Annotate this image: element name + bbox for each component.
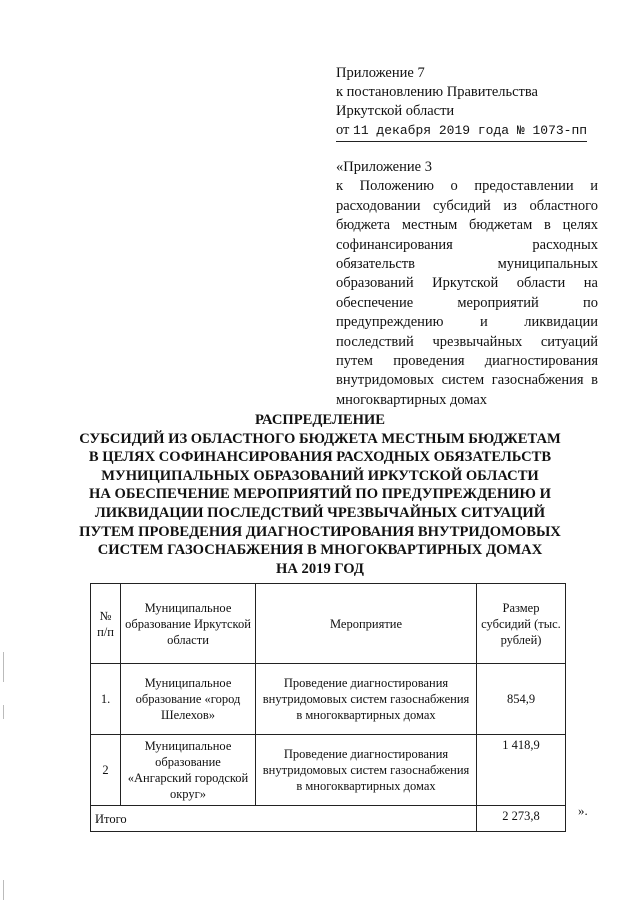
scan-margin-mark xyxy=(3,880,4,900)
resolution-date: 11 декабря 2019 года № 1073-пп xyxy=(353,123,588,138)
title-line: СИСТЕМ ГАЗОСНАБЖЕНИЯ В МНОГОКВАРТИРНЫХ ДОМАХ xyxy=(97,542,543,559)
table-row xyxy=(91,664,566,735)
subsidy-distribution-table xyxy=(90,583,566,832)
document-title xyxy=(40,411,600,578)
scan-margin-mark xyxy=(3,705,4,719)
total-value: 2 273,8 xyxy=(477,806,566,832)
appendix-3-text: к Положению о предоставлении и расходовании субсидий из областного бюджета местным бюджетам в целях софинансирования расходных обязательств муниципальных образований Иркутской области на обеспечение мероприятий по предупреждению и ликвидации последствий чрезвычайных ситуаций путем проведения диагностирования внутридомовых систем газоснабжения в многоквартирных домах xyxy=(336,178,598,408)
resolution-reference: к постановлению Правительства xyxy=(336,84,538,100)
title-line: ЛИКВИДАЦИИ ПОСЛЕДСТВИЙ ЧРЕЗВЫЧАЙНЫХ СИТУАЦИЙ xyxy=(94,504,546,521)
appendix-3-label: «Приложение 3 xyxy=(336,159,432,175)
row-num: 1. xyxy=(91,664,121,735)
title-line: МУНИЦИПАЛЬНЫХ ОБРАЗОВАНИЙ ИРКУТСКОЙ ОБЛАСТИ xyxy=(101,467,539,484)
row-activity: Проведение диагностирования внутридомовых систем газоснабжения в многоквартирных домах xyxy=(256,735,477,806)
resolution-date-line xyxy=(336,121,606,142)
title-line: НА 2019 ГОД xyxy=(276,560,364,577)
row-num: 2 xyxy=(91,735,121,806)
closing-quote-mark: ». xyxy=(578,803,588,818)
row-municipality: Муниципальное образование «Ангарский городской округ» xyxy=(121,735,256,806)
row-amount: 1 418,9 xyxy=(477,735,566,806)
table-total-row xyxy=(91,806,566,832)
appendix-3-header xyxy=(336,158,598,410)
title-line: РАСПРЕДЕЛЕНИЕ xyxy=(254,412,386,428)
appendix-7-header xyxy=(336,64,606,142)
header-num: № п/п xyxy=(91,584,121,664)
scan-margin-mark xyxy=(3,652,4,682)
header-activity: Мероприятие xyxy=(256,584,477,664)
title-line: ПУТЕМ ПРОВЕДЕНИЯ ДИАГНОСТИРОВАНИЯ ВНУТРИДОМОВЫХ xyxy=(79,523,561,540)
table-header-row xyxy=(91,584,566,664)
appendix-7-label: Приложение 7 xyxy=(336,65,425,81)
row-amount: 854,9 xyxy=(477,664,566,735)
row-activity: Проведение диагностирования внутридомовых систем газоснабжения в многоквартирных домах xyxy=(256,664,477,735)
title-line: НА ОБЕСПЕЧЕНИЕ МЕРОПРИЯТИЙ ПО ПРЕДУПРЕЖДЕНИЮ И xyxy=(89,486,551,503)
title-line: В ЦЕЛЯХ СОФИНАНСИРОВАНИЯ РАСХОДНЫХ ОБЯЗАТЕЛЬСТВ xyxy=(88,449,552,466)
table-row xyxy=(91,735,566,806)
header-municipality: Муниципальное образование Иркутской области xyxy=(121,584,256,664)
date-prefix: от xyxy=(336,122,350,138)
row-municipality: Муниципальное образование «город Шелехов» xyxy=(121,664,256,735)
header-amount: Размер субсидий (тыс. рублей) xyxy=(477,584,566,664)
region-name: Иркутской области xyxy=(336,103,455,119)
title-line: СУБСИДИЙ ИЗ ОБЛАСТНОГО БЮДЖЕТА МЕСТНЫМ БЮДЖЕТАМ xyxy=(79,430,561,447)
total-label: Итого xyxy=(91,806,477,832)
